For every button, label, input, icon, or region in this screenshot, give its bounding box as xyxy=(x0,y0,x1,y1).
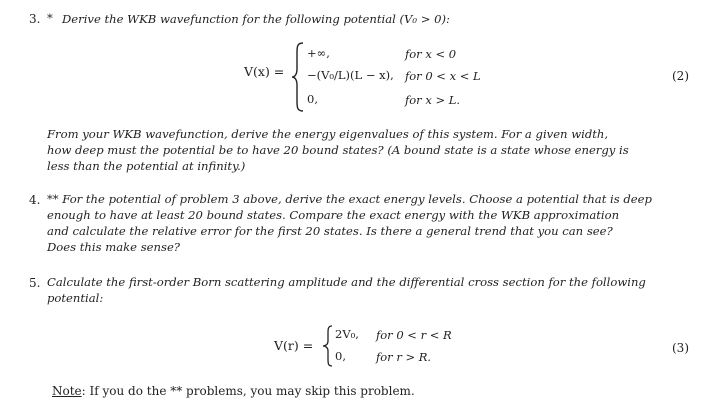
note xyxy=(52,384,415,398)
problem-3-intro: Derive the WKB wavefunction for the following potential (V₀ > 0): xyxy=(62,12,450,26)
equation-3-lhs: V(r) = xyxy=(274,338,314,353)
case-3-cond: for x > L. xyxy=(405,93,461,107)
case-2-cond: for 0 < x < L xyxy=(405,69,481,83)
problem-3-paragraph-line-2: how deep must the potential be to have 20 bound states? (A bound state is a state whose energy is xyxy=(47,143,629,157)
problem-5-line-1: Calculate the first-order Born scattering amplitude and the differential cross section for the following xyxy=(47,275,646,289)
problem-4-line-4: Does this make sense? xyxy=(47,240,181,254)
case-3-expr: 0, xyxy=(307,92,318,106)
problem-5-number: 5. xyxy=(29,276,41,290)
note-label: Note xyxy=(52,384,82,398)
problem-4-line-3: and calculate the relative error for the first 20 states. Is there a general trend that you can see? xyxy=(47,224,613,238)
problem-3-star: * xyxy=(47,11,53,25)
case-5-2-expr: 0, xyxy=(335,349,346,363)
case-5-1-expr: 2V₀, xyxy=(335,327,359,341)
equation-2-lhs: V(x) = xyxy=(244,64,285,79)
case-1-cond: for x < 0 xyxy=(405,47,457,61)
problem-5-line-2: potential: xyxy=(47,291,104,305)
problem-4-number: 4. xyxy=(29,193,41,207)
case-2-expr: −(V₀/L)(L − x), xyxy=(307,68,394,82)
problem-3-paragraph-line-1: From your WKB wavefunction, derive the energy eigenvalues of this system. For a given width, xyxy=(47,127,609,141)
problem-4-line-1: ** For the potential of problem 3 above, derive the exact energy levels. Choose a potential that is deep xyxy=(47,192,652,206)
problem-3-number: 3. xyxy=(29,12,41,26)
left-brace-icon xyxy=(291,41,305,113)
problem-3-paragraph-line-3: less than the potential at infinity.) xyxy=(47,159,246,173)
case-1-expr: +∞, xyxy=(307,46,330,60)
note-text: : If you do the ** problems, you may skip this problem. xyxy=(81,384,415,398)
case-5-1-cond: for 0 < r < R xyxy=(376,328,452,342)
case-5-2-cond: for r > R. xyxy=(376,350,432,364)
equation-3-number: (3) xyxy=(672,341,689,355)
problem-4-line-2: enough to have at least 20 bound states. Compare the exact energy with the WKB approximation xyxy=(47,208,620,222)
equation-2-number: (2) xyxy=(672,69,689,83)
left-brace-icon xyxy=(322,324,334,368)
